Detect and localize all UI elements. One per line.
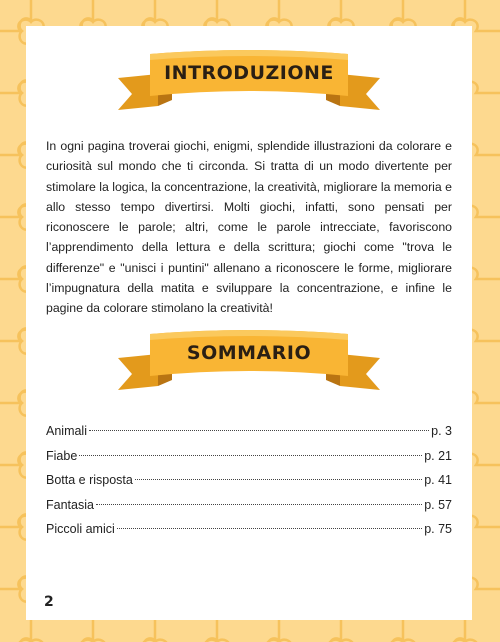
- page-sheet: [26, 26, 472, 620]
- intro-paragraph: In ogni pagina troverai giochi, enigmi, splendide illustrazioni da colorare e curiosità sul mondo che ti circonda. Si tratta di un modo divertente per stimolare la logica, la concentrazione, la creatività, migliorare la memoria e allo stesso tempo divertirsi. Molti giochi, infatti, sono pensati per riconoscere le parole; altri, come le parole intrecciate, favoriscono l’apprendimento della lettura e della scrittura; giochi come "trova le differenze" e "unisci i puntini" allenano a riconoscere le forme, migliorare l’impugnatura della matita e sviluppare la concentrazione, e infine le pagine da colorare stimolano la creatività!: [46, 139, 452, 316]
- summary-title: SOMMARIO: [186, 342, 312, 364]
- toc-entry-page: p. 3: [431, 424, 452, 438]
- toc-entry-label: Fiabe: [46, 448, 78, 463]
- toc-entry-label: Animali: [46, 424, 87, 438]
- toc-leader-dots: [135, 479, 422, 480]
- toc-leader-dots: [117, 528, 422, 529]
- intro-ribbon: [114, 48, 384, 118]
- toc-entry[interactable]: [46, 493, 452, 518]
- toc-entry-label: Fantasia: [46, 497, 94, 512]
- toc-entry[interactable]: [46, 444, 452, 469]
- toc-leader-dots: [96, 504, 422, 505]
- toc-entry-page: p. 41: [424, 473, 452, 487]
- toc-entry[interactable]: [46, 468, 452, 493]
- toc-entry-page: p. 75: [424, 522, 452, 536]
- table-of-contents: [46, 419, 452, 542]
- toc-leader-dots: [79, 455, 422, 456]
- page-number: 2: [44, 594, 54, 610]
- toc-leader-dots: [89, 430, 429, 431]
- toc-entry-label: Piccoli amici: [46, 522, 115, 536]
- toc-entry-page: p. 21: [424, 448, 452, 463]
- toc-entry-page: p. 57: [424, 497, 452, 512]
- intro-title: INTRODUZIONE: [164, 62, 334, 84]
- toc-entry[interactable]: [46, 419, 452, 444]
- toc-entry[interactable]: [46, 517, 452, 542]
- summary-ribbon: [114, 328, 384, 398]
- toc-entry-label: Botta e risposta: [46, 473, 133, 487]
